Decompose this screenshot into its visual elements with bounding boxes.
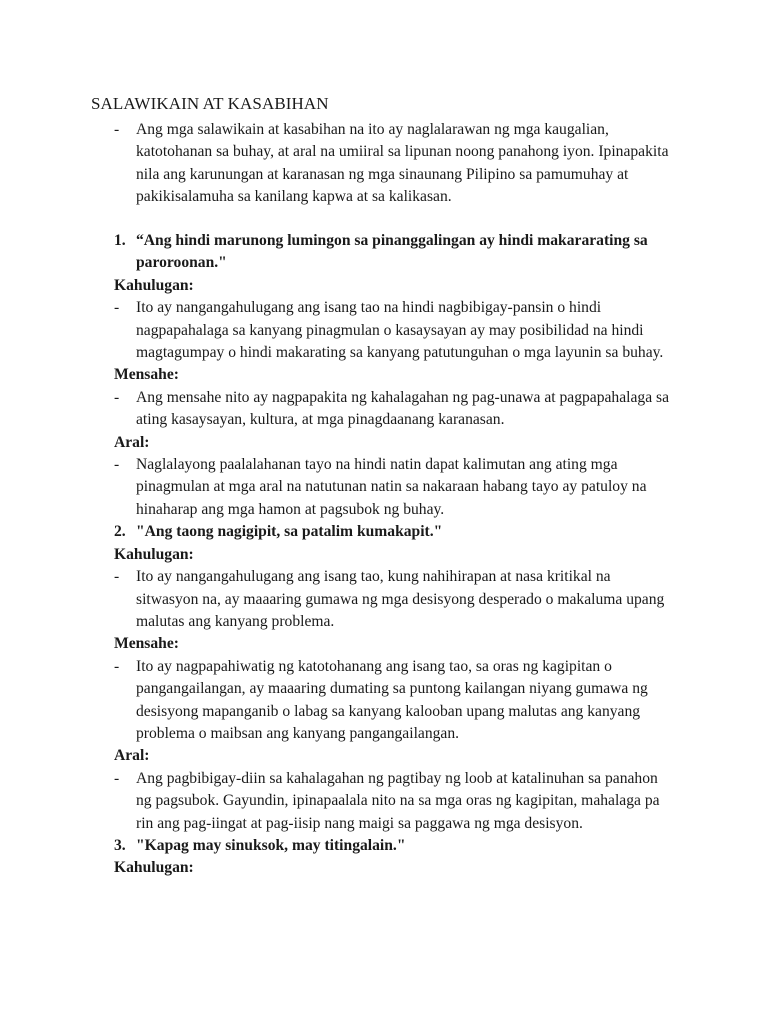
mensahe-bullet	[114, 656, 674, 746]
mensahe-text: Ito ay nagpapahiwatig ng katotohanang ang isang tao, sa oras ng kagipitan o pangangailangan, ay maaaring dumating sa puntong kailangan niyang gumawa ng desisyong mapanganib o labag sa kanyang kalooban upang malutas ang kanyang problema o maibsan ang kanyang pangangailangan.	[136, 657, 648, 742]
mensahe-text: Ang mensahe nito ay nagpapakita ng kahalagahan ng pag-unawa at pagpapahalaga sa ating kasaysayan, kultura, at mga pinagdaanang karanasan.	[136, 388, 670, 429]
proverb-item-2	[114, 521, 674, 835]
proverb-text: “Ang hindi marunong lumingon sa pinanggalingan ay hindi makararating sa paroroonan."	[136, 232, 648, 272]
aral-label: Aral:	[114, 747, 150, 765]
mensahe-label: Mensahe:	[114, 366, 179, 384]
aral-text: Naglalayong paalalahanan tayo na hindi natin dapat kalimutan ang ating mga pinagmulan at mga aral na natutunan natin sa nakaraan habang tayo ay patuloy na hinaharap ang mga hamon at pagsubok ng buhay.	[136, 456, 647, 518]
kahulugan-label: Kahulugan:	[114, 545, 194, 563]
kahulugan-label: Kahulugan:	[114, 276, 194, 294]
intro-paragraph	[114, 119, 676, 209]
page-title: SALAWIKAIN AT KASABIHAN	[91, 94, 329, 113]
proverb-number: 1.	[114, 232, 126, 249]
proverb-item-1	[114, 230, 674, 521]
bullet-dash: -	[114, 769, 120, 787]
proverb-heading	[114, 230, 674, 275]
proverb-list	[114, 230, 674, 880]
aral-label: Aral:	[114, 433, 150, 451]
kahulugan-text: Ito ay nangangahulugang ang isang tao na hindi nagbibigay-pansin o hindi nagpapahalaga sa kanyang pinagmulan o kasaysayan ay may posibilidad na hindi magtagumpay o hindi makarating sa kanyang patutunguhan o mga layunin sa buhay.	[136, 299, 664, 362]
proverb-text: "Ang taong nagigipit, sa patalim kumakapit."	[136, 523, 443, 541]
mensahe-bullet	[114, 387, 674, 432]
bullet-dash: -	[114, 299, 120, 317]
aral-bullet	[114, 454, 674, 521]
proverb-heading	[114, 521, 674, 543]
proverb-number: 3.	[114, 836, 126, 854]
bullet-dash: -	[114, 456, 120, 474]
kahulugan-bullet	[114, 297, 674, 364]
bullet-dash: -	[114, 568, 120, 586]
aral-text: Ang pagbibigay-diin sa kahalagahan ng pagtibay ng loob at katalinuhan sa panahon ng pagsubok. Gayundin, ipinapaalala nito na sa mga oras ng kagipitan, mahalaga pa rin ang pag-iingat at pag-iisip nang maigi sa paggawa ng mga desisyon.	[136, 769, 660, 832]
mensahe-label: Mensahe:	[114, 635, 179, 653]
bullet-dash: -	[114, 657, 120, 675]
aral-bullet	[114, 768, 674, 835]
kahulugan-text: Ito ay nangangahulugang ang isang tao, kung nahihirapan at nasa kritikal na sitwasyon na, ay maaaring gumawa ng mga desisyong desperado o makaluma upang malutas ang kanyang problema.	[136, 568, 665, 630]
proverb-number: 2.	[114, 523, 126, 541]
intro-text: Ang mga salawikain at kasabihan na ito ay naglalarawan ng mga kaugalian, katotohanan sa buhay, at aral na umiiral sa lipunan noong panahong iyon. Ipinapakita nila ang karunungan at karanasan ng mga sinaunang Pilipino sa pamumuhay at pakikisalamuha sa kanilang kapwa at sa kalikasan.	[136, 121, 669, 206]
kahulugan-label: Kahulugan:	[114, 859, 194, 877]
proverb-heading	[114, 835, 674, 857]
proverb-item-3	[114, 835, 674, 880]
bullet-dash: -	[114, 388, 120, 406]
proverb-text: "Kapag may sinuksok, may titingalain."	[136, 836, 406, 854]
bullet-dash: -	[114, 121, 120, 138]
kahulugan-bullet	[114, 566, 674, 633]
